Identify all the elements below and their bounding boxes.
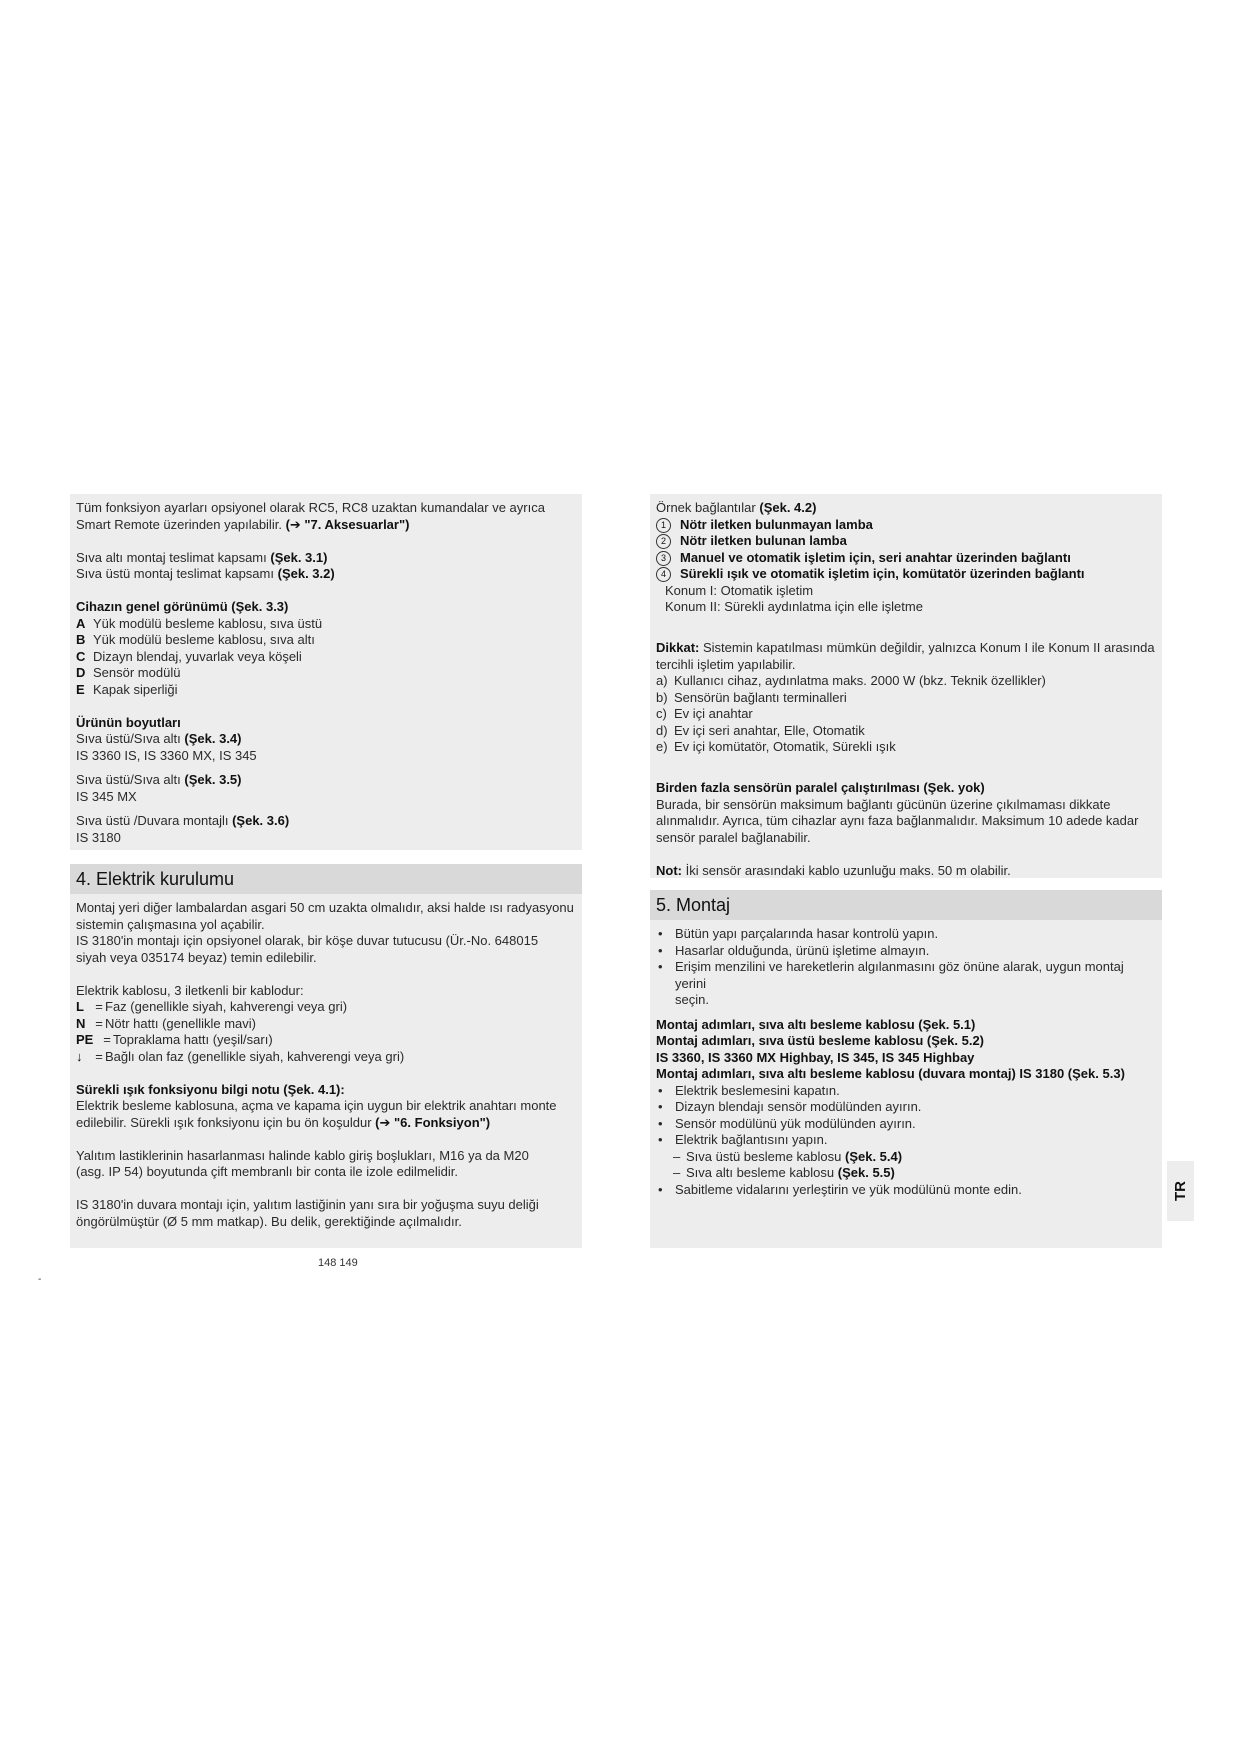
list-item: d) Ev içi seri anahtar, Elle, Otomatik: [656, 722, 865, 738]
list-item: • Elektrik bağlantısını yapın.: [658, 1132, 828, 1147]
switched-phase-icon: ↓: [76, 1048, 83, 1064]
page-numbers: 148 149: [318, 1257, 358, 1269]
list-item: b) Sensörün bağlantı terminalleri: [656, 689, 847, 705]
circled-number: 2: [656, 534, 671, 549]
s4-text: öngörülmüştür (Ø 5 mm matkap). Bu delik, gerektiğinde açılmalıdır.: [76, 1213, 462, 1229]
list-item: 4 Sürekli ışık ve otomatik işletim için, komütatör üzerinden bağlantı: [656, 566, 1156, 583]
steps-list: [656, 1083, 1156, 1149]
scope-line-2: Sıva üstü montaj teslimat kapsamı (Şek. 3.2): [76, 566, 335, 581]
language-tab-label: TR: [1171, 1181, 1189, 1201]
intro-line-1: Tüm fonksiyon ayarları opsiyonel olarak RC5, RC8 uzaktan kumandalar ve ayrıca: [76, 500, 545, 515]
list-item: E Kapak siperliği: [76, 681, 178, 697]
list-item: 3 Manuel ve otomatik işletim için, seri anahtar üzerinden bağlantı: [656, 550, 1156, 567]
list-item: e) Ev içi komütatör, Otomatik, Sürekli ışık: [656, 739, 896, 754]
attention-line: Dikkat: Sistemin kapatılması mümkün değildir, yalnızca Konum I ile Konum II arasında: [656, 640, 1155, 655]
s4-text: (asg. IP 54) boyutunda çift membranlı bir conta ile izole edilmelidir.: [76, 1164, 459, 1179]
check-list: [656, 926, 1156, 1009]
section-5-panel: [650, 890, 1162, 1248]
dims-models-3: IS 3180: [76, 829, 121, 845]
dims-line-3: Sıva üstü /Duvara montajlı (Şek. 3.6): [76, 813, 290, 828]
final-list: [656, 1182, 1156, 1199]
konum-2: Konum II: Sürekli aydınlatma için elle işletme: [665, 599, 923, 614]
dims-models-2: IS 345 MX: [76, 788, 137, 804]
intro-line-2: Smart Remote üzerinden yapılabilir. (➔ "7. Aksesuarlar"): [76, 516, 410, 532]
s4-text: siyah veya 035174 beyaz) temin edilebilir.: [76, 949, 317, 965]
attention-line-2: tercihli işletim yapılabilir.: [656, 656, 796, 672]
steps-title: Montaj adımları, sıva üstü besleme kablosu (Şek. 5.2): [656, 1033, 985, 1048]
steps-title: IS 3360, IS 3360 MX Highbay, IS 345, IS 345 Highbay: [656, 1049, 975, 1065]
list-item: • Dizayn blendajı sensör modülünden ayırın.: [658, 1099, 922, 1114]
list-item: a) Kullanıcı cihaz, aydınlatma maks. 2000 W (bkz. Teknik özellikler): [656, 673, 1046, 688]
list-item: 1 Nötr iletken bulunmayan lamba: [656, 517, 1156, 534]
list-item: c) Ev içi anahtar: [656, 706, 753, 721]
parallel-title: Birden fazla sensörün paralel çalıştırılması (Şek. yok): [656, 780, 985, 795]
dims-line-2: Sıva üstü/Sıva altı (Şek. 3.5): [76, 772, 242, 787]
language-tab: [1167, 1161, 1194, 1221]
intro-ref: (➔ "7. Aksesuarlar"): [285, 516, 410, 532]
note-line: Not: İki sensör arasındaki kablo uzunluğu maks. 50 m olabilir.: [656, 862, 1011, 878]
s4-text: IS 3180'in montajı için opsiyonel olarak, bir köşe duvar tutucusu (Ür.-No. 648015: [76, 933, 539, 948]
dims-models-1: IS 3360 IS, IS 3360 MX, IS 345: [76, 747, 257, 763]
scope-line-1: Sıva altı montaj teslimat kapsamı (Şek. 3.1): [76, 549, 328, 565]
s4-text: sistemin çalışmasına yol açabilir.: [76, 916, 265, 932]
cable-intro: Elektrik kablosu, 3 iletkenli bir kablodur:: [76, 982, 304, 998]
steps-title: Montaj adımları, sıva altı besleme kablosu (Şek. 5.1): [656, 1016, 976, 1032]
s4-text: Yalıtım lastiklerinin hasarlanması halinde kablo giriş boşlukları, M16 ya da M20: [76, 1147, 529, 1163]
list-item: B Yük modülü besleme kablosu, sıva altı: [76, 632, 315, 647]
circled-number: 4: [656, 567, 671, 582]
konum-1: Konum I: Otomatik işletim: [665, 582, 814, 598]
dims-line-1: Sıva üstü/Sıva altı (Şek. 3.4): [76, 731, 242, 746]
list-item: • Bütün yapı parçalarında hasar kontrolü yapın.: [658, 926, 939, 941]
parallel-text: alınmalıdır. Ayrıca, tüm cihazlar aynı faza bağlanmalıdır. Maksimum 10 adede kadar: [656, 813, 1139, 828]
list-item: C Dizayn blendaj, yuvarlak veya köşeli: [76, 648, 302, 664]
parallel-text: sensör paralel bağlanabilir.: [656, 829, 811, 845]
section-4-heading: 4. Elektrik kurulumu: [70, 864, 582, 894]
list-item: • Sabitleme vidalarını yerleştirin ve yük modülünü monte edin.: [658, 1181, 1022, 1197]
list-item: N = Nötr hattı (genellikle mavi): [76, 1015, 256, 1031]
s4-text: Elektrik besleme kablosuna, açma ve kapama için uygun bir elektrik anahtarı monte: [76, 1098, 557, 1113]
cable-list: [76, 999, 576, 1065]
list-item: 2 Nötr iletken bulunan lamba: [656, 533, 1156, 550]
letter-list: [656, 673, 1156, 756]
corner-mark: -: [38, 1274, 42, 1285]
list-item: ↓ = Bağlı olan faz (genellikle siyah, kahverengi veya gri): [76, 1048, 405, 1064]
list-item: • Sensör modülünü yük modülünden ayırın.: [658, 1115, 916, 1131]
list-item: – Sıva üstü besleme kablosu (Şek. 5.4): [673, 1148, 903, 1164]
continuous-light-title: Sürekli ışık fonksiyonu bilgi notu (Şek. 4.1):: [76, 1081, 345, 1097]
numbered-list: [656, 517, 1156, 583]
sub-list: [656, 1149, 1156, 1182]
right-top-panel: [650, 494, 1162, 878]
overview-list: [76, 616, 576, 699]
steps-title: Montaj adımları, sıva altı besleme kablosu (duvara montaj) IS 3180 (Şek. 5.3): [656, 1066, 1125, 1081]
example-line: Örnek bağlantılar (Şek. 4.2): [656, 500, 817, 515]
parallel-text: Burada, bir sensörün maksimum bağlantı gücünün üzerine çıkılmaması dikkate: [656, 796, 1111, 812]
left-top-panel: [70, 494, 582, 850]
list-item: • Elektrik beslemesini kapatın.: [658, 1082, 840, 1098]
list-item: • Hasarlar olduğunda, ürünü işletime almayın.: [658, 942, 930, 958]
list-item: L = Faz (genellikle siyah, kahverengi veya gri): [76, 999, 348, 1014]
list-item: D Sensör modülü: [76, 665, 181, 680]
circled-number: 1: [656, 518, 671, 533]
section-4-panel: [70, 864, 582, 1248]
list-item: – Sıva altı besleme kablosu (Şek. 5.5): [673, 1165, 895, 1180]
list-item: PE = Topraklama hattı (yeşil/sarı): [76, 1032, 273, 1047]
s4-text: edilebilir. Sürekli ışık fonksiyonu için bu ön koşuldur (➔ "6. Fonksiyon"): [76, 1114, 491, 1130]
s4-text: IS 3180'in duvara montajı için, yalıtım lastiğinin yanı sıra bir yoğuşma suyu deliği: [76, 1197, 539, 1212]
circled-number: 3: [656, 551, 671, 566]
dims-title: Ürünün boyutları: [76, 714, 181, 730]
list-item: • Erişim menzilini ve hareketlerin algılanmasını göz önüne alarak, uygun montaj yerini seçin.: [658, 959, 1124, 1007]
section-5-heading: 5. Montaj: [650, 890, 1162, 920]
s4-text: Montaj yeri diğer lambalardan asgari 50 cm uzakta olmalıdır, aksi halde ısı radyasyonu: [76, 900, 574, 915]
list-item: A Yük modülü besleme kablosu, sıva üstü: [76, 615, 323, 631]
overview-title: Cihazın genel görünümü (Şek. 3.3): [76, 599, 289, 614]
